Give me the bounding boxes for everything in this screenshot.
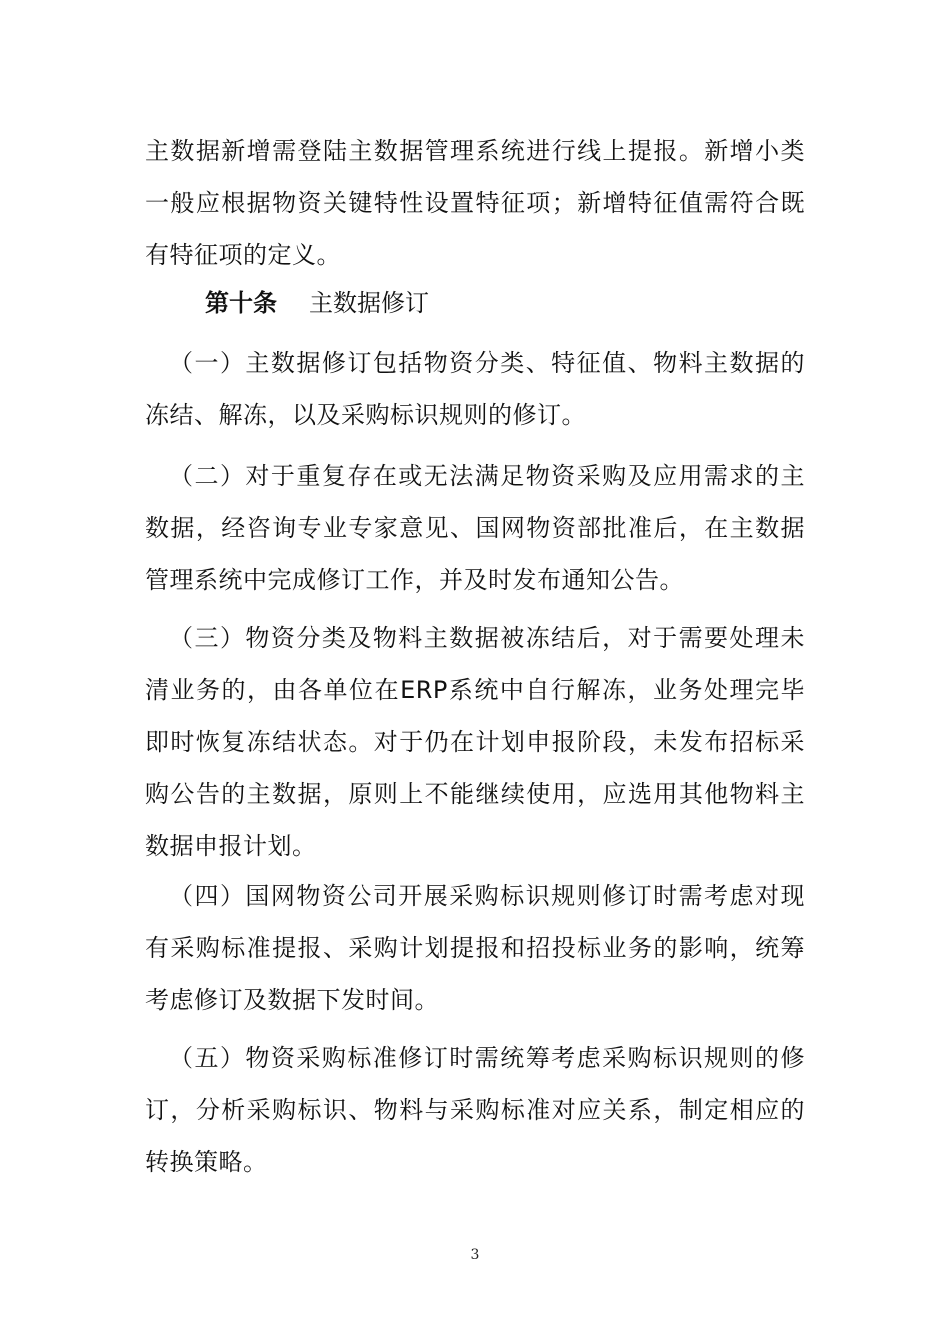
article-heading bbox=[205, 277, 429, 329]
article-number: 第十条 bbox=[205, 289, 277, 317]
paragraph-item-3: （三）物资分类及物料主数据被冻结后，对于需要处理未清业务的，由各单位在ERP系统中自行解冻，业务处理完毕即时恢复冻结状态。对于仍在计划申报阶段，未发布招标采购公告的主数据，原则上不能继续使用，应选用其他物料主数据申报计划。 bbox=[145, 624, 805, 860]
article-title: 主数据修订 bbox=[309, 289, 429, 317]
paragraph-intro: 主数据新增需登陆主数据管理系统进行线上提报。新增小类一般应根据物资关键特性设置特征项；新增特征值需符合既有特征项的定义。 bbox=[145, 137, 805, 269]
paragraph-item-1: （一）主数据修订包括物资分类、特征值、物料主数据的冻结、解冻，以及采购标识规则的修订。 bbox=[145, 349, 805, 429]
paragraph-item-4: （四）国网物资公司开展采购标识规则修订时需考虑对现有采购标准提报、采购计划提报和招投标业务的影响，统筹考虑修订及数据下发时间。 bbox=[145, 882, 805, 1014]
page-number: 3 bbox=[470, 1247, 480, 1263]
paragraph-item-2: （二）对于重复存在或无法满足物资采购及应用需求的主数据，经咨询专业专家意见、国网物资部批准后，在主数据管理系统中完成修订工作，并及时发布通知公告。 bbox=[145, 462, 805, 594]
paragraph-item-5: （五）物资采购标准修订时需统筹考虑采购标识规则的修订，分析采购标识、物料与采购标准对应关系，制定相应的转换策略。 bbox=[145, 1044, 805, 1176]
